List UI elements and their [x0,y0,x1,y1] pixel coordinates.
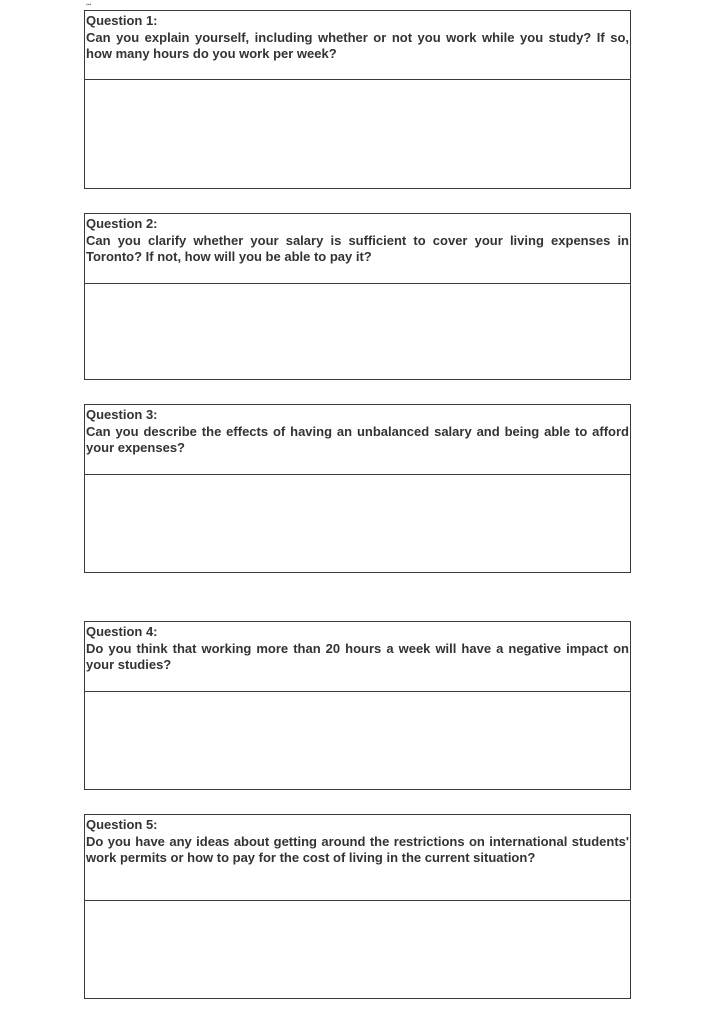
question-4-header [85,622,630,692]
question-5-box [84,814,631,999]
question-4-label: Question 4: [86,624,158,639]
question-5-text: Do you have any ideas about getting around the restrictions on international students' work permits or how to pay for the cost of living in the current situation? [86,833,629,865]
question-3-box [84,404,631,573]
question-1-answer-field[interactable] [85,80,630,188]
question-5-header [85,815,630,901]
question-1-label: Question 1: [86,13,158,28]
question-1-header [85,11,630,80]
question-4-answer-field[interactable] [85,692,630,789]
question-2-answer-field[interactable] [85,284,630,379]
question-4-box [84,621,631,790]
question-5-label: Question 5: [86,817,158,832]
question-1-box [84,10,631,189]
question-2-label: Question 2: [86,216,158,231]
question-3-text: Can you describe the effects of having an unbalanced salary and being able to afford your expenses? [86,423,629,455]
question-3-label: Question 3: [86,407,158,422]
question-1-text: Can you explain yourself, including whether or not you work while you study? If so, how many hours do you work per week? [86,29,629,61]
question-4-text: Do you think that working more than 20 hours a week will have a negative impact on your studies? [86,640,629,672]
page-edge-mark: ▪▪▪ [86,3,92,8]
question-2-text: Can you clarify whether your salary is sufficient to cover your living expenses in Toronto? If not, how will you be able to pay it? [86,232,629,264]
question-2-box [84,213,631,380]
question-2-header [85,214,630,284]
question-3-answer-field[interactable] [85,475,630,572]
question-5-answer-field[interactable] [85,901,630,998]
question-3-header [85,405,630,475]
